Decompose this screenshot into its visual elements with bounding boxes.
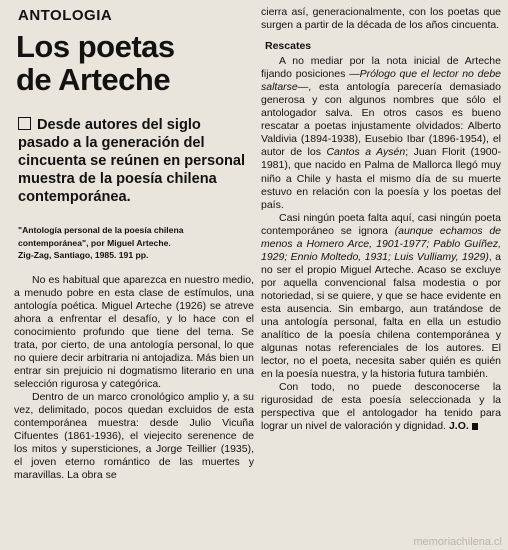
- credit-line-1: "Antología personal de la poesía chilena: [18, 225, 184, 235]
- credit-line-3: Zig-Zag, Santiago, 1985. 191 pp.: [18, 250, 149, 260]
- italic-text: Cantos a Aysén: [326, 146, 406, 159]
- book-credit: [18, 224, 254, 262]
- left-column: [14, 6, 254, 482]
- paragraph: No es habitual que aparezca en nuestro medio, a menudo pobre en esta clase de estímulos, una antología poética. Miguel Arteche (1926) se atreve ahora a enfrentar el desafío, y lo hace con el conocimiento profundo que tiene del tema. Se trata, por cierto, de una antología personal, lo que no quiere decir arbitraria ni antojadiza. Más bien un entrar sin prejuicio ni dogmatismo literario en una selección rigurosa y categórica.: [14, 273, 254, 390]
- italic-text: (aunque echamos de menos a Homero Arce, 1901-1977; Pablo Guíñez, 1929; Ennio Moltedo, 1931; Luis Vulliamy, 1929): [261, 224, 501, 263]
- deck: [18, 116, 254, 206]
- text-run: ; Juan Florit (1900-1981), que nacido en Palma de Mallorca llegó muy niño a Chile y hasta el mismo día de su muerte estuvo en relación con la poesía y los poetas del país.: [261, 146, 501, 211]
- end-mark-icon: [472, 423, 478, 430]
- section-kicker: ANTOLOGIA: [18, 7, 113, 24]
- paragraph: cierra así, generacionalmente, con los poetas que surgen a partir de la década de los años cincuenta.: [261, 6, 501, 32]
- text-run: , a no ser el propio Miguel Arteche. Acaso se excluye por aquella convencional falsa modestia o por notoriedad, si se quiere, y que se hace evidente en esta ausencia. Sin embargo, aun tratándose de una antología personal, falta en ella un estudio analítico de la poesía chilena contemporánea y algunas notas referenciales de los autores. El lector, no el poeta, necesita saber quién es quién en la poesía nuestra, y la historia futura también.: [261, 250, 501, 381]
- checkbox-square-icon: [18, 117, 31, 130]
- text-run: Con todo, no puede desconocerse la rigurosidad de esta poesía seleccionada y la perspectiva que el antologador ha tenido para lograr un nivel de valoración y dignidad.: [261, 381, 501, 433]
- italic-text: Prólogo que el lector no debe saltarse: [261, 68, 502, 94]
- watermark: memoriachilena.cl: [413, 536, 502, 548]
- text-run: Casi ningún poeta falta aquí, casi ningún poeta contemporáneo se ignora: [261, 211, 501, 237]
- paragraph: Dentro de un marco cronológico amplio y, a su vez, delimitado, pocos quedan excluidos de esta contemporánea muestra: desde Julio Vicuña Cifuentes (1861-1936), el viejecito serenence de los mitos y supersticiones, a Jorge Teillier (1935), el joven eterno romántico de las muertes y maravillas. La obra se: [14, 390, 254, 482]
- credit-line-2: contemporánea", por Miguel Arteche.: [18, 237, 171, 248]
- paragraph: [261, 212, 501, 382]
- paragraph: [261, 55, 501, 212]
- right-column: [261, 6, 501, 433]
- paragraph: [261, 381, 501, 433]
- text-run: A no mediar por la nota inicial de Arteche fijando posiciones —: [261, 55, 501, 81]
- headline-line-1: Los poetas: [16, 29, 175, 64]
- deck-text: Desde autores del siglo pasado a la generación del cincuenta se reúnen en personal muestra de la poesía chilena contemporánea.: [18, 117, 246, 205]
- signature: J.O.: [448, 420, 469, 433]
- headline-line-2: de Arteche: [16, 62, 171, 97]
- left-body: [14, 274, 254, 483]
- headline: [16, 30, 254, 96]
- subhead: Rescates: [265, 40, 312, 53]
- text-run: —, esta antología parecería demasiado generosa y con algunos nombres que sólo el antologador salva. En otros casos es bueno rescatar a poetas injustamente olvidados: Alberto Valdivia (1894-1938), Eusebio Ibar (1896-1954), el autor de los: [261, 81, 501, 159]
